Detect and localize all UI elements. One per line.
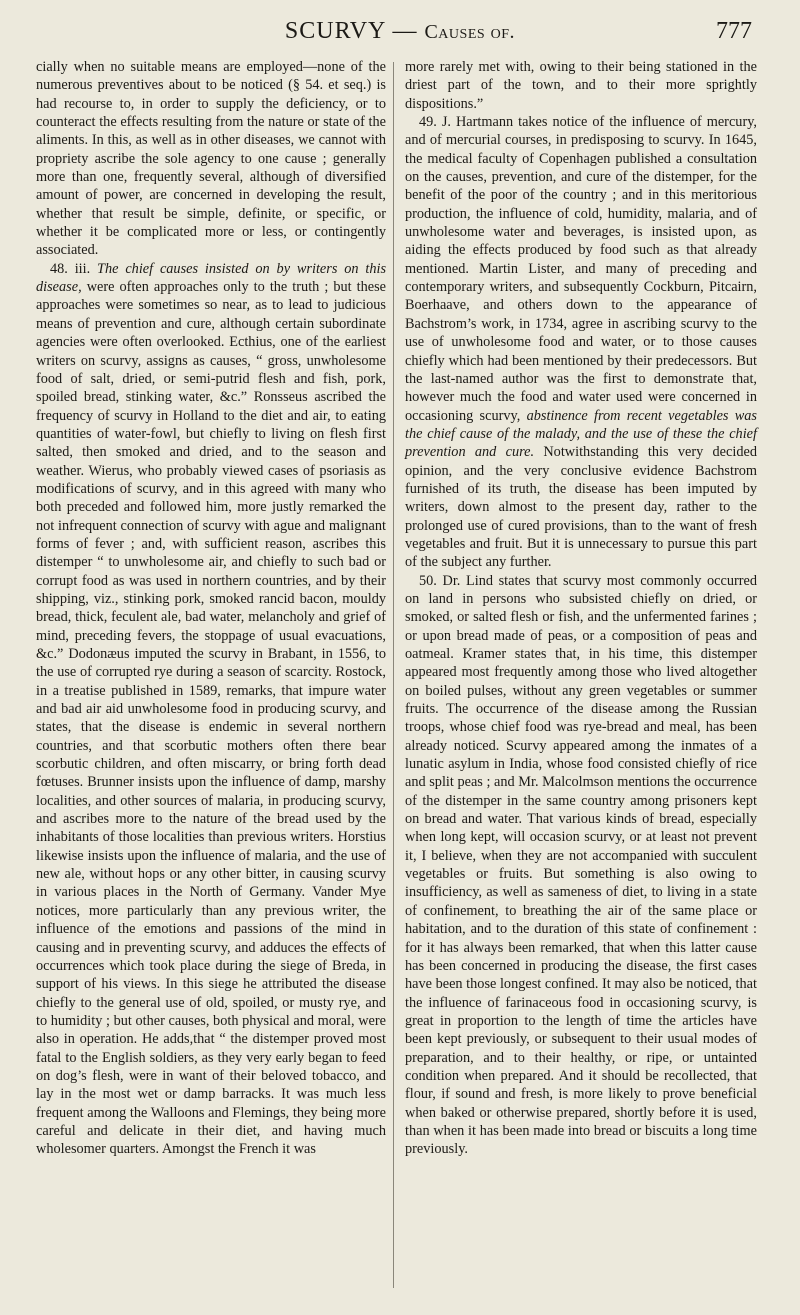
left-column — [36, 58, 386, 1159]
section-heading-italic: The chief causes insisted on by writers on this disease, — [36, 260, 387, 296]
paragraph-49-body: 49. J. Hartmann takes notice of the influence of mercury, and of mercurial courses, in predisposing to scurvy. In 1645, the medical faculty of Copenhagen published a consultation on the causes, prevention, and cure of the distemper, for the benefit of the poor of the country ; and in this meritorious production, the influence of cold, humidity, malaria, and of unwholesome water and beverages, is insisted upon, as aiding the effects produced by food such as that already mentioned. Martin Lister, and many of preceding and contemporary writers, and subsequently Cockburn, Pitcairn, Boerhaave, and others down to the appearance of Bachstrom’s work, in 1734, agree in ascribing scurvy to the use of unwholesome food and water, or to those causes chiefly which had been mentioned by their predecessors. But the last-named author was the first to demonstrate that, however much the food and water used were concerned in occasioning scurvy, — [405, 114, 757, 424]
paragraph-continued: cially when no suitable means are employed—none of the numerous preventives about to be noticed (§ 54. et seq.) is had recourse to, in order to supply the deficiency, or to counteract the effects resulting from the nature or state of the aliments. In this, as well as in other diseases, we cannot with propriety ascribe the sole agency to one cause ; generally more than one, frequently several, although of diversified amount of power, are concerned in developing the result, whether that result be simple, definite, or specific, or whether it be complicated more or less, or contingently associated. — [36, 59, 386, 259]
section-number: 48. iii. — [50, 260, 91, 277]
column-divider — [393, 62, 394, 1288]
paragraph-49-italic: abstinence from recent vegetables was the chief cause of the malady, and the use of these the chief prevention and cure. — [405, 407, 757, 461]
page-number: 777 — [716, 18, 752, 44]
paragraph-48-body: were often approaches only to the truth ; but these approaches were sometimes so near, as to lead to judicious means of prevention and cure, although certain subordinate agencies were often overlooked. Ecthius, one of the earliest writers on scurvy, assigns as causes, “ gross, unwholesome food of salt, dried, or semi-putrid flesh and fish, pork, spoiled bread, stinking water, &c.” Ronsseus ascribed the frequency of scurvy in Holland to the diet and air, to eating quantities of water-fowl, but chiefly to living on flesh first salted, then smoked and dried, and to the season and weather. Wierus, who probably viewed cases of psoriasis as modifications of scurvy, and in this agreed with many who both preceded and followed him, more justly remarked the not infrequent connection of scurvy with ague and malignant forms of fever ; and, with sufficient reason, ascribes this distemper “ to unwholesome air, and chiefly to such bad or corrupt food as was used in northern countries, and by their shipping, viz., stinking pork, smoked rancid bacon, mouldy bread, thick, feculent ale, bad water, melancholy and grief of mind, preceding fevers, the stoppage of usual evacuations, &c.” Dodonæus imputed the scurvy in Brabant, in 1556, to the use of corrupted rye during a season of scarcity. Rostock, in a treatise published in 1589, remarks, that impure water and bad air aid unwholesome food in producing scurvy, and states, that the disease is endemic in several northern countries, and that scorbutic mothers often there bear scorbutic children, and often miscarry, or bring forth dead fœtuses. Brunner insists upon the influence of damp, marshy localities, and other sources of malaria, in producing scurvy, and ascribes more to the nature of the bread used by the inhabitants of those localities than previous writers. Horstius likewise insists upon the influence of malaria, and the use of new ale, without hops or any other bitter, in causing scurvy in various places in the North of Germany. Vander Mye notices, more particularly than any previous writer, the influence of the emotions and passions of the mind in causing and in preventing scurvy, and adduces the effects of occurrences which took place during the siege of Breda, in support of his views. In this siege he attributed the disease chiefly to the general use of old, spoiled, or musty rye, and to humidity ; but other causes, both physical and moral, were also in operation. He adds,that “ the distemper proved most fatal to the English soldiers, as they very early began to feed on dog’s flesh, were in want of their beloved tobacco, and lay in the most wet or damp barracks. It was much less frequent among the Walloons and Flemings, they being more careful and delicate in their diet, and having much wholesomer quarters. Amongst the French it was — [36, 279, 386, 1158]
paragraph-49-tail: Notwithstanding this very decided opinion, and the very conclusive evidence Bachstrom furnished of its truth, the disease has been imputed by writers, down almost to the present day, rather to the prolonged use of cured provisions, than to the want of fresh vegetables and fruit. But it is unnecessary to pursue this part of the subject any further. — [405, 444, 757, 571]
paragraph-50: 50. Dr. Lind states that scurvy most commonly occurred on land in persons who subsisted chiefly on dried, or smoked, or salted flesh or fish, and the unfermented farines ; or upon bread made of peas, or a composition of peas and oatmeal. Kramer states that, in his time, this distemper appeared most frequently among those who lived altogether on boiled pulses, without any green vegetables or summer fruits. The occurrence of the disease among the Russian troops, whose chief food was rye-bread and meal, has been already noticed. Scurvy appeared among the inmates of a lunatic asylum in India, whose food consisted chiefly of rice and split peas ; and Mr. Malcolmson mentions the occurrence of the distemper in the same country among prisoners kept on bread and water. That various kinds of bread, especially when long kept, will occasion scurvy, or at least not prevent it, I believe, when they are not accompanied with succulent vegetables or fruits. But something is also owing to insufficiency, as well as sameness of diet, to living in a state of confinement, to breathing the air of the same place or habitation, and to the duration of this state of confinement : for it has always been remarked, that when this latter cause has been concerned in producing the disease, the first cases have been those longest confined. It may also be noticed, that the influence of farinaceous food in occasioning scurvy, is great in proportion to the length of time the articles have been kept previously, or subsequent to their usual modes of preparation, and to their healthy, or ripe, or untainted condition when prepared. And it should be recollected, that flour, if sound and fresh, is more likely to prove beneficial when baked or otherwise prepared, shortly before it is used, than when it has been made into bread or biscuits a long time previously. — [405, 572, 757, 1158]
running-head-sub: Causes of. — [424, 21, 516, 43]
paragraph-49 — [405, 113, 757, 572]
page-header — [0, 12, 800, 52]
right-column — [405, 58, 757, 1159]
paragraph-48 — [36, 260, 386, 1159]
running-head — [0, 16, 800, 47]
paragraph-continued-right: more rarely met with, owing to their being stationed in the driest part of the town, and to their more sprightly dispositions.” — [405, 59, 757, 112]
running-head-main: SCURVY — — [284, 18, 418, 44]
